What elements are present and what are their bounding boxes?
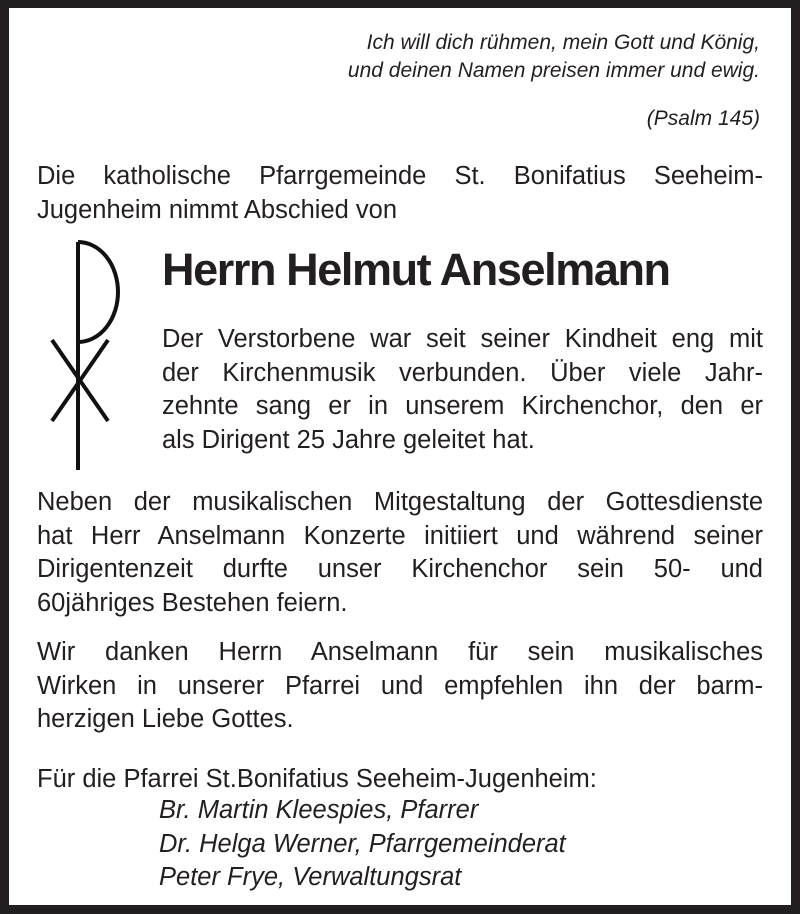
quote-line: und deinen Namen preisen immer und ewig. bbox=[347, 59, 760, 82]
text-line: als Dirigent 25 Jahre geleitet hat. bbox=[162, 426, 535, 455]
text-line: Neben der musikalischen Mitgestaltung der Gottesdienste bbox=[37, 488, 763, 516]
intro-text bbox=[37, 160, 763, 227]
paragraph-2 bbox=[37, 486, 763, 621]
paragraph-1 bbox=[162, 323, 763, 458]
paragraph-3 bbox=[37, 636, 763, 737]
text-line: hat Herr Anselmann Konzerte initiiert und während seiner bbox=[37, 521, 763, 550]
quote-line: Ich will dich rühmen, mein Gott und König, bbox=[366, 31, 760, 54]
text-line: zehnte sang er in unserem Kirchenchor, den er bbox=[162, 392, 763, 421]
text-line: der Kirchenmusik verbunden. Über viele Jahr- bbox=[162, 358, 763, 387]
text-line: Wirken in unserer Pfarrei und empfehlen ihn der barm- bbox=[37, 671, 763, 700]
signature-intro: Für die Pfarrei St.Bonifatius Seeheim-Jugenheim: bbox=[37, 765, 597, 793]
chi-rho-icon bbox=[33, 230, 133, 470]
text-line: Die katholische Pfarrgemeinde St. Bonifatius Seeheim- bbox=[37, 162, 763, 190]
text-line: Jugenheim nimmt Abschied von bbox=[37, 195, 398, 224]
quote-source: (Psalm 145) bbox=[646, 107, 760, 130]
text-line: herzigen Liebe Gottes. bbox=[37, 705, 294, 734]
signer: Dr. Helga Werner, Pfarrgemeinderat bbox=[159, 830, 566, 858]
signer: Peter Frye, Verwaltungsrat bbox=[159, 863, 462, 891]
deceased-name-heading: Herrn Helmut Anselmann bbox=[162, 244, 670, 295]
text-line: Dirigentenzeit durfte unser Kirchenchor sein 50- und bbox=[37, 555, 763, 584]
signer: Br. Martin Kleespies, Pfarrer bbox=[159, 796, 479, 824]
text-line: Wir danken Herrn Anselmann für sein musikalisches bbox=[37, 638, 763, 666]
text-line: Der Verstorbene war seit seiner Kindheit eng mit bbox=[162, 325, 763, 353]
text-line: 60jähriges Bestehen feiern. bbox=[37, 589, 348, 618]
